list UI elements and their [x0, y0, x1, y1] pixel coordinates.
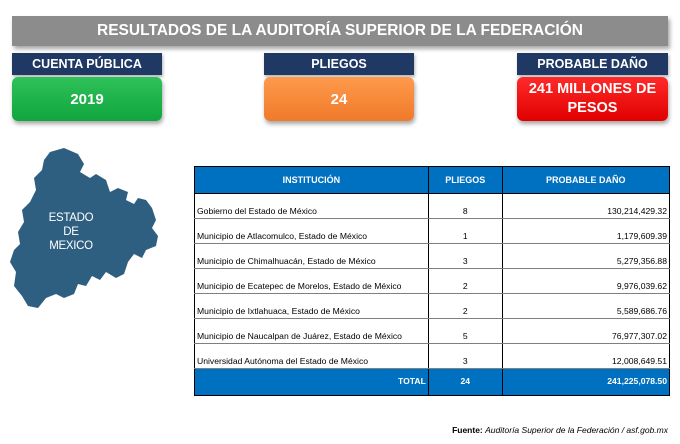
pliegos-value: 24	[264, 77, 414, 121]
cell-pliegos: 8	[428, 194, 502, 219]
cell-pliegos: 1	[428, 219, 502, 244]
table-header-row	[195, 167, 670, 194]
cell-dano: 9,976,039.62	[502, 269, 669, 294]
map-label-line1: ESTADO	[48, 212, 94, 224]
table-row	[195, 319, 670, 344]
probable-dano-value-line2: PESOS	[567, 100, 618, 116]
source-text: Auditoría Superior de la Federación / asf.gob.mx	[485, 425, 668, 435]
header-institucion: INSTITUCIÓN	[195, 167, 429, 194]
probable-dano-label: PROBABLE DAÑO	[517, 53, 668, 75]
table-row	[195, 294, 670, 319]
cell-institucion: Municipio de Ecatepec de Morelos, Estado de México	[195, 269, 429, 294]
page-title: RESULTADOS DE LA AUDITORÍA SUPERIOR DE LA FEDERACIÓN	[12, 16, 668, 46]
cell-pliegos: 5	[428, 319, 502, 344]
total-dano: 241,225,078.50	[502, 369, 669, 396]
cuenta-publica-value: 2019	[12, 77, 162, 121]
table-row	[195, 269, 670, 294]
probable-dano-value	[517, 77, 668, 121]
estado-de-mexico-map	[6, 146, 176, 316]
table-row	[195, 219, 670, 244]
cell-institucion: Municipio de Atlacomulco, Estado de México	[195, 219, 429, 244]
cell-institucion: Gobierno del Estado de México	[195, 194, 429, 219]
cell-pliegos: 3	[428, 244, 502, 269]
cell-institucion: Municipio de Naucalpan de Juárez, Estado de México	[195, 319, 429, 344]
map-label-line3: MEXICO	[49, 240, 93, 252]
total-label: TOTAL	[195, 369, 429, 396]
source-label: Fuente:	[452, 425, 483, 435]
header-dano: PROBABLE DAÑO	[502, 167, 669, 194]
cell-dano: 1,179,609.39	[502, 219, 669, 244]
cell-pliegos: 3	[428, 344, 502, 369]
cell-institucion: Municipio de Ixtlahuaca, Estado de México	[195, 294, 429, 319]
cell-institucion: Universidad Autónoma del Estado de México	[195, 344, 429, 369]
cell-dano: 76,977,307.02	[502, 319, 669, 344]
cell-pliegos: 2	[428, 269, 502, 294]
table-total-row	[195, 369, 670, 396]
cell-pliegos: 2	[428, 294, 502, 319]
cell-dano: 130,214,429.32	[502, 194, 669, 219]
map-label-line2: DE	[63, 226, 79, 238]
table-row	[195, 244, 670, 269]
probable-dano-value-line1: 241 MILLONES DE	[528, 81, 657, 97]
pliegos-label: PLIEGOS	[264, 53, 414, 75]
total-pliegos: 24	[428, 369, 502, 396]
cell-dano: 5,279,356.88	[502, 244, 669, 269]
table-row	[195, 344, 670, 369]
source-note	[452, 425, 668, 435]
cell-institucion: Municipio de Chimalhuacán, Estado de México	[195, 244, 429, 269]
cell-dano: 5,589,686.76	[502, 294, 669, 319]
header-pliegos: PLIEGOS	[428, 167, 502, 194]
pliegos-table	[194, 166, 670, 396]
cell-dano: 12,008,649.51	[502, 344, 669, 369]
table-row	[195, 194, 670, 219]
cuenta-publica-label: CUENTA PÚBLICA	[12, 53, 162, 75]
